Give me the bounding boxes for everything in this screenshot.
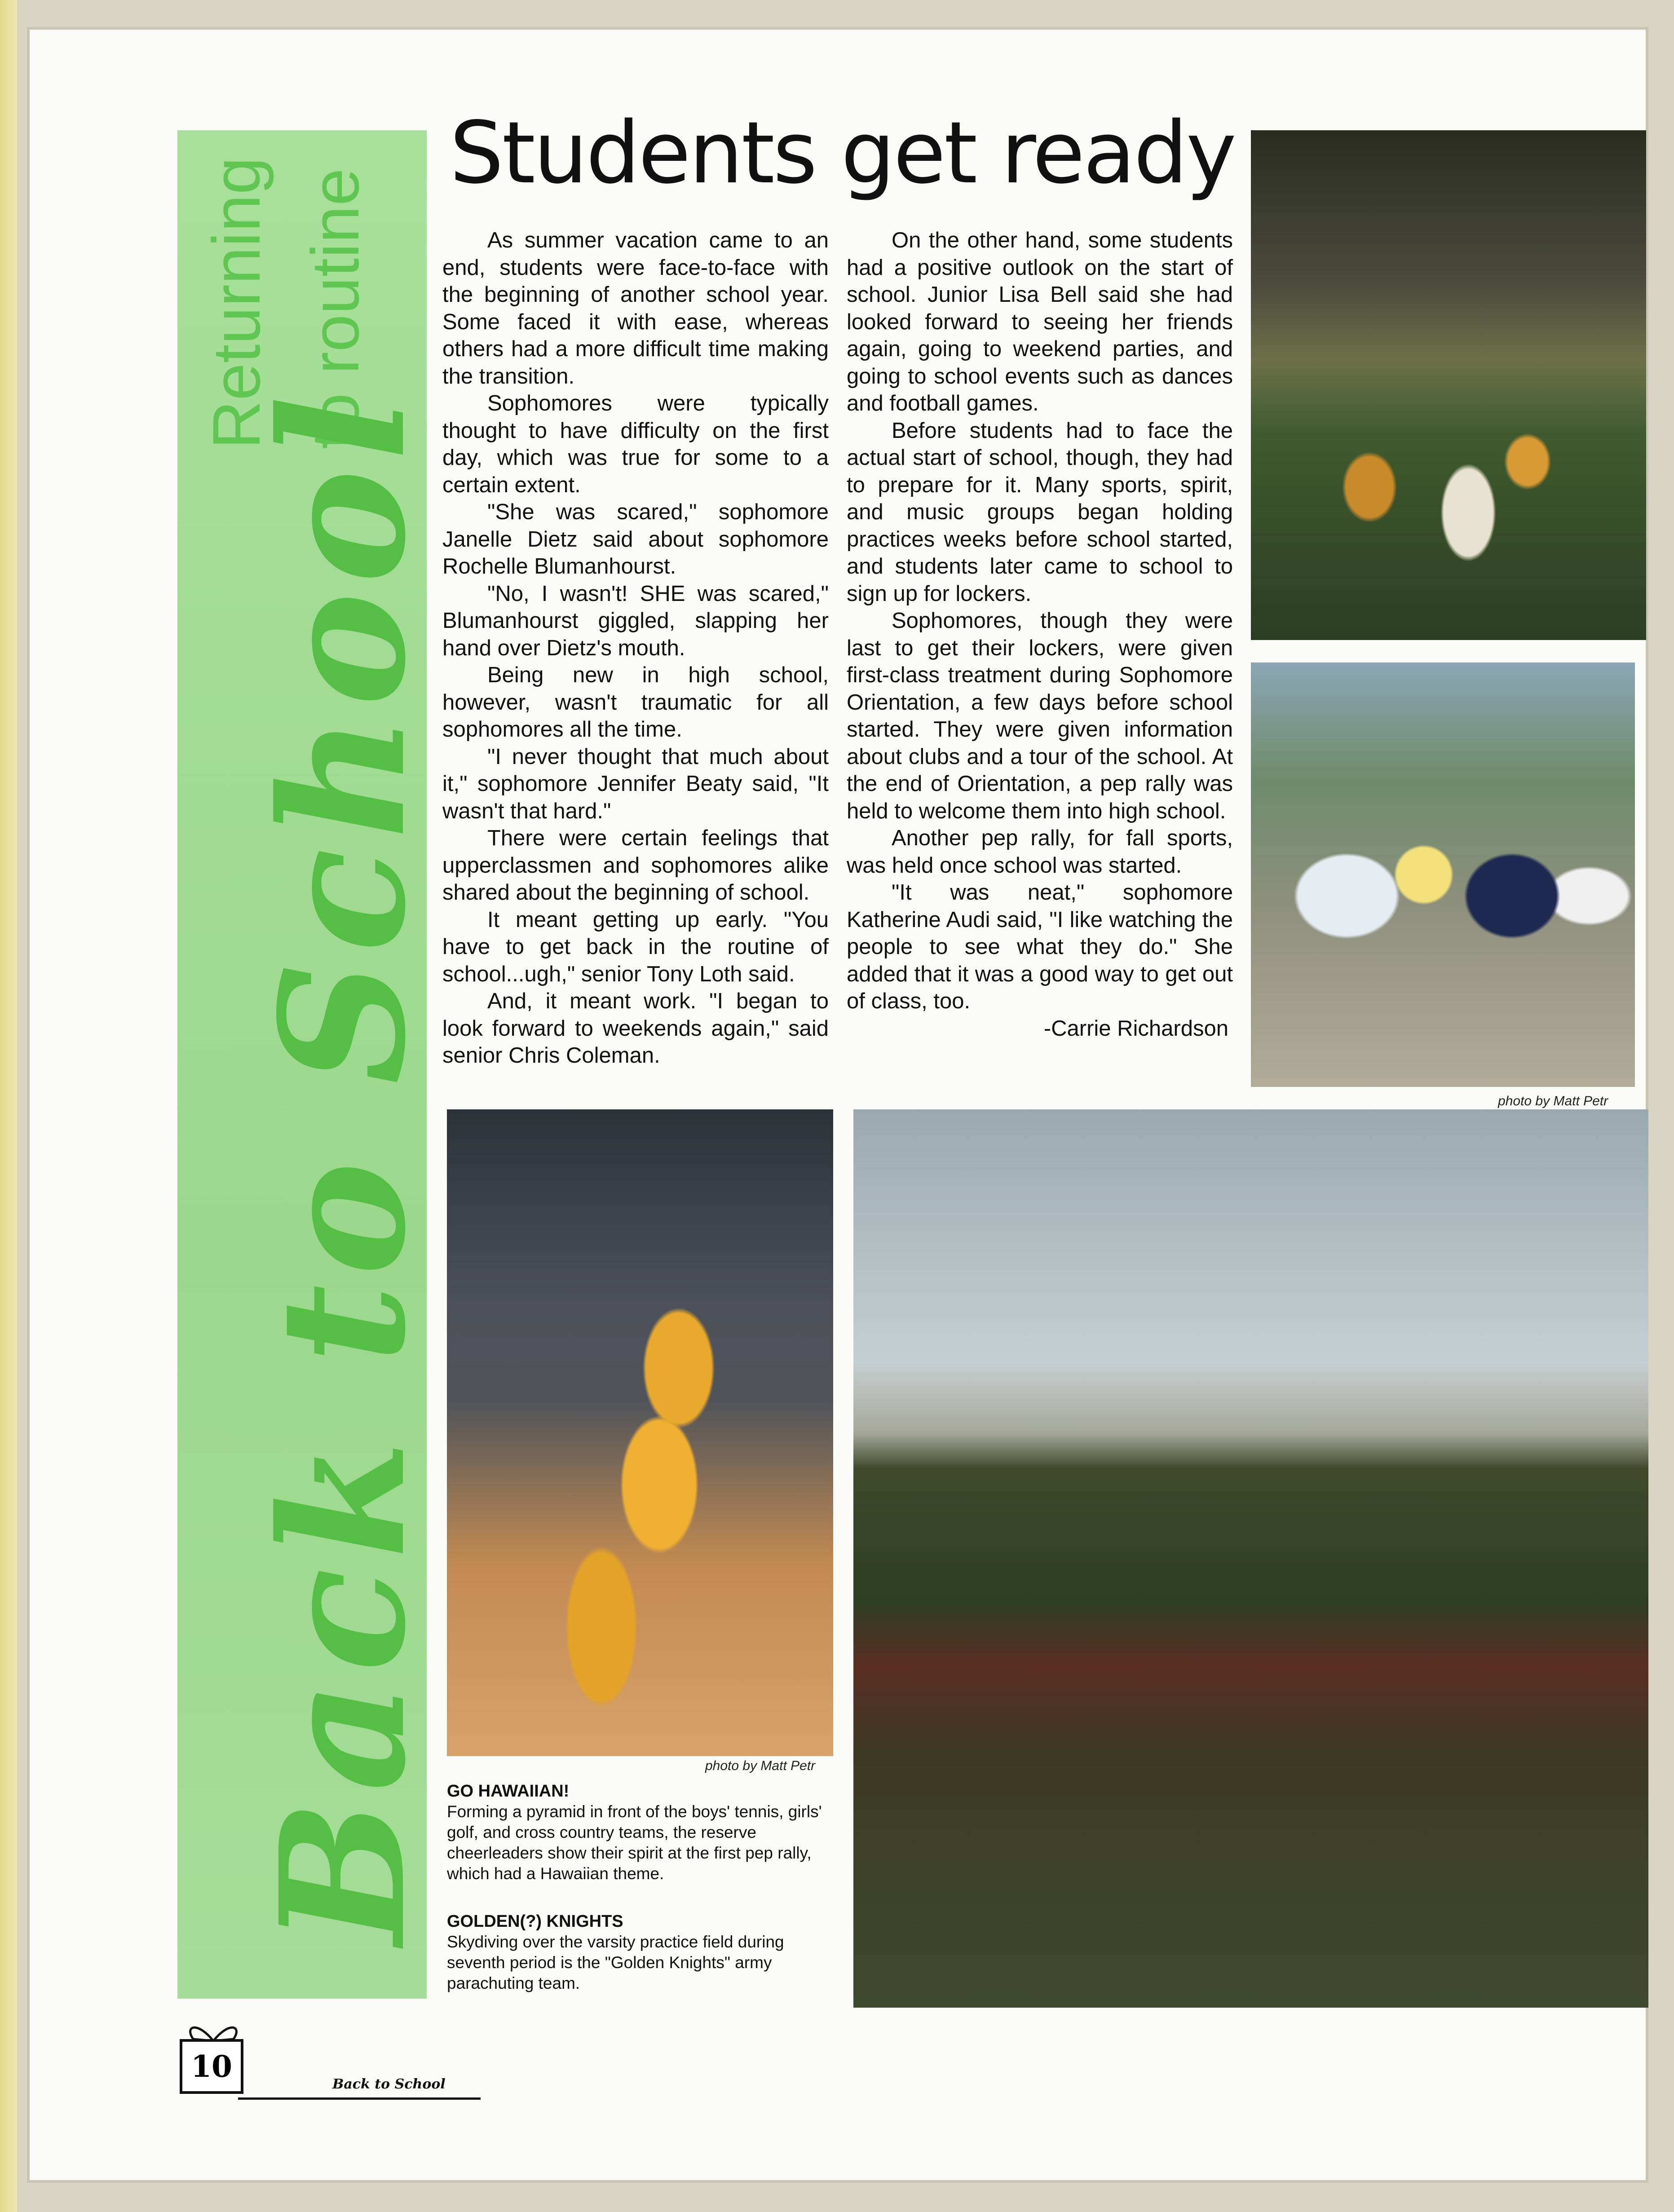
caption-text: Forming a pyramid in front of the boys' tennis, girls' golf, and cross country teams, the reserve cheerleaders show their spirit at the first pep rally, which had a Hawaiian theme.: [447, 1802, 822, 1883]
page-edge: [0, 0, 17, 2212]
story-paragraph: Sophomores, though they were last to get their lockers, were given first-class treatment during Sophomore Orientation, a few days before school started. They were given information about clubs and a tour of the school. At the end of Orientation, a pep rally was held to welcome them into high school.: [847, 609, 1233, 823]
caption-title: GO HAWAIIAN!: [447, 1782, 570, 1801]
story-paragraph: Being new in high school, however, wasn't traumatic for all sophomores all the time.: [442, 663, 829, 742]
story-paragraph: "She was scared," sophomore Janelle Dietz said about sophomore Rochelle Blumanhourst.: [442, 500, 829, 578]
banner-section-title: Back to School: [243, 387, 443, 1945]
folio: [171, 2021, 481, 2102]
banner-returning-text: Returning: [199, 157, 274, 449]
story-paragraph: There were certain feelings that upperclassmen and sophomores alike shared about the beginning of school.: [442, 826, 829, 905]
story-paragraph: It meant getting up early. "You have to get back in the routine of school...ugh," senior Tony Loth said.: [442, 907, 829, 986]
story-paragraph: And, it meant work. "I began to look forward to weekends again," said senior Chris Coleman.: [442, 989, 829, 1068]
photo-credit: photo by Matt Petr: [1498, 1094, 1608, 1108]
story-paragraph: "It was neat," sophomore Katherine Audi said, "I like watching the people to see what they do." She added that it was a good way to get out of class, too.: [847, 880, 1233, 1013]
students-walking-photo: [1251, 662, 1635, 1087]
story-paragraph: Another pep rally, for fall sports, was held once school was started.: [847, 826, 1233, 878]
caption-hawaiian: [447, 1781, 842, 1884]
banner-routine-text: to routine: [297, 168, 373, 449]
photo-credit: photo by Matt Petr: [705, 1758, 816, 1773]
marching-band-photo: [1251, 130, 1646, 640]
caption-title: GOLDEN(?) KNIGHTS: [447, 1912, 623, 1931]
story-paragraph: Before students had to face the actual start of school, though, they had to prepare for it. Many sports, spirit, and music groups began holding practices weeks before school started, and students later came to school to sign up for lockers.: [847, 418, 1233, 606]
page-number: 10: [180, 2039, 243, 2094]
practice-field-photo: [853, 1109, 1648, 2008]
story-column-left: [442, 227, 829, 1069]
byline: -Carrie Richardson: [1043, 1016, 1228, 1041]
cheerleader-pyramid-photo: [447, 1109, 833, 1756]
story-column-right: [847, 227, 1233, 1042]
story-paragraph: "No, I wasn't! SHE was scared," Blumanhourst giggled, slapping her hand over Dietz's mouth.: [442, 581, 829, 660]
story-paragraph: Sophomores were typically thought to have difficulty on the first day, which was true for some to a certain extent.: [442, 391, 829, 497]
page-title: Students get ready: [449, 103, 1235, 203]
caption-knights: [447, 1911, 842, 1994]
caption-text: Skydiving over the varsity practice field during seventh period is the "Golden Knights" army parachuting team.: [447, 1933, 784, 1992]
story-paragraph: "I never thought that much about it," sophomore Jennifer Beaty said, "It wasn't that hard.": [442, 744, 829, 823]
story-paragraph: As summer vacation came to an end, students were face-to-face with the beginning of another school year. Some faced it with ease, whereas others had a more difficult time making the transition.: [442, 228, 829, 389]
story-paragraph: On the other hand, some students had a positive outlook on the start of school. Junior Lisa Bell said she had looked forward to seeing her friends again, going to weekend parties, and going to school events such as dances and football games.: [847, 228, 1233, 415]
folio-section-label: Back to School: [332, 2076, 446, 2092]
